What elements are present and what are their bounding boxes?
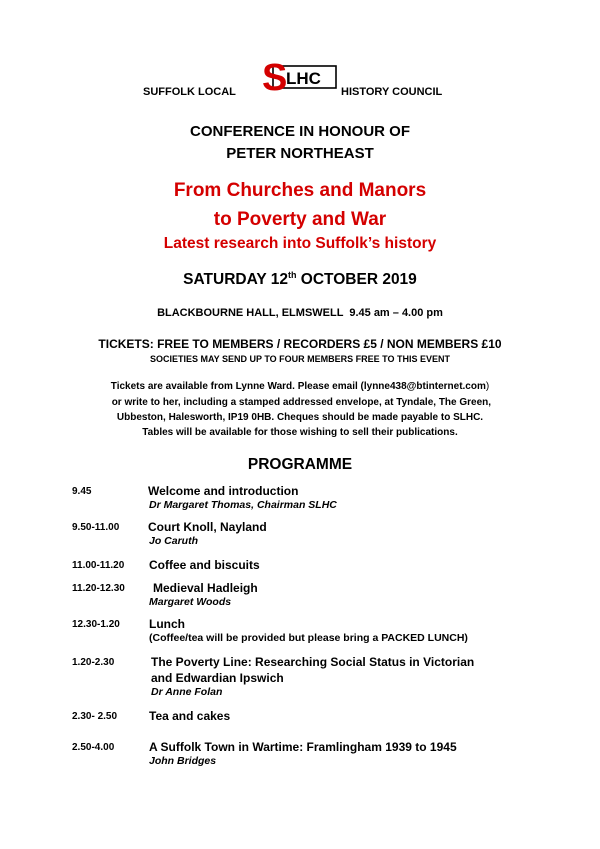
title-line-3: Latest research into Suffolk’s history [163, 235, 437, 252]
programme-title: Court Knoll, Nayland [148, 520, 267, 534]
svg-text:LHC: LHC [286, 69, 321, 88]
conference-line-1: CONFERENCE IN HONOUR OF [189, 123, 410, 140]
date-sup: th [287, 269, 297, 280]
info-line-2: or write to her, including a stamped addressed envelope, at Tyndale, The Green, [108, 397, 492, 408]
programme-speaker: Margaret Woods [149, 596, 232, 608]
programme-title: The Poverty Line: Researching Social Status in Victorian [151, 655, 475, 669]
programme-time: 9.45 [72, 486, 92, 497]
venue: BLACKBOURNE HALL, ELMSWELL 9.45 am – 4.00 pm [157, 307, 443, 319]
svg-text:S: S [262, 57, 288, 97]
programme-speaker: Jo Caruth [149, 535, 199, 547]
info-line-1 [0, 379, 600, 394]
societies-line: SOCIETIES MAY SEND UP TO FOUR MEMBERS FREE TO THIS EVENT [149, 354, 451, 364]
programme-time: 11.20-12.30 [72, 583, 125, 594]
programme-title: Welcome and introduction [148, 484, 299, 498]
programme-title: Tea and cakes [149, 709, 231, 723]
tickets-line: TICKETS: FREE TO MEMBERS / RECORDERS £5 / NON MEMBERS £10 [98, 337, 502, 351]
programme-time: 9.50-11.00 [72, 522, 120, 533]
date-suffix: OCTOBER 2019 [296, 271, 417, 288]
info-line-1a: Tickets are available from Lynne Ward. Please email (lynne438@btinternet.com [110, 381, 486, 392]
programme-heading: PROGRAMME [247, 456, 353, 473]
programme-title: Lunch [149, 617, 185, 631]
programme-title-cont: and Edwardian Ipswich [151, 671, 284, 685]
programme-time: 2.50-4.00 [72, 742, 115, 753]
info-line-4: Tables will be available for those wishing to sell their publications. [142, 427, 458, 438]
conference-line-2: PETER NORTHEAST [226, 145, 374, 162]
programme-note: (Coffee/tea will be provided but please bring a PACKED LUNCH) [149, 632, 468, 644]
programme-time: 2.30- 2.50 [72, 711, 118, 722]
programme-title: Medieval Hadleigh [153, 581, 258, 595]
programme-time: 1.20-2.30 [72, 657, 115, 668]
header-left-text: SUFFOLK LOCAL [143, 86, 236, 98]
slhc-logo [256, 57, 338, 97]
event-date [0, 271, 600, 289]
programme-speaker: John Bridges [149, 755, 217, 767]
header-right-text: HISTORY COUNCIL [341, 86, 443, 98]
programme-speaker: Dr Margaret Thomas, Chairman SLHC [149, 499, 337, 511]
info-line-3: Ubbeston, Halesworth, IP19 0HB. Cheques should be made payable to SLHC. [116, 412, 484, 423]
date-prefix: SATURDAY 12 [183, 271, 288, 288]
programme-title: A Suffolk Town in Wartime: Framlingham 1939 to 1945 [149, 740, 457, 754]
programme-speaker: Dr Anne Folan [151, 686, 223, 698]
programme-time: 11.00-11.20 [72, 560, 125, 571]
info-line-1b: ) [485, 381, 490, 392]
programme-time: 12.30-1.20 [72, 619, 120, 630]
title-line-2: to Poverty and War [213, 209, 387, 230]
programme-title: Coffee and biscuits [149, 558, 260, 572]
title-line-1: From Churches and Manors [173, 180, 427, 201]
